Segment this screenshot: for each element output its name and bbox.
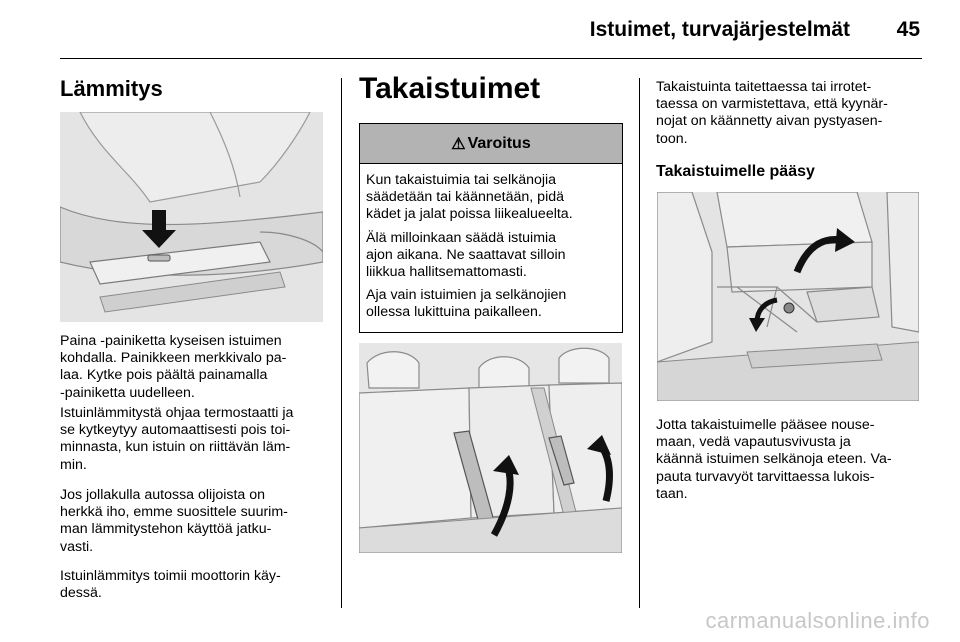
text-line: Jos jollakulla autossa olijoista on [60,487,266,503]
text-line: säädetään tai käännetään, pidä [366,189,565,206]
warning-box [359,123,623,333]
text-line: käännä istuimen selkänoja eteen. Va- [656,451,892,468]
takaistuin-intro-paragraph [656,79,941,148]
lammitys-paragraph-2 [60,405,335,474]
text-line: Paina -painiketta kyseisen istuimen [60,333,282,349]
lammitys-paragraph-3 [60,487,335,556]
lammitys-paragraph-1 [60,333,335,402]
text-line: kohdalla. Painikkeen merkkivalo pa- [60,350,287,367]
text-line: taessa on varmistettava, että kyynär- [656,96,888,113]
warning-triangle-icon: ⚠ [451,135,466,153]
takaistuimelle-paasy-paragraph [656,417,941,503]
text-line: Jotta takaistuimelle pääsee nouse- [656,417,875,433]
lammitys-paragraph-4 [60,568,335,602]
text-line: ajon aikana. Ne saattavat silloin [366,246,566,263]
warning-paragraph-3 [366,287,622,321]
seat-heating-illustration [60,112,323,322]
text-line: nojat on käännetty aivan pystyasen- [656,113,883,130]
rear-seats-illustration [359,343,622,553]
text-line: taan. [656,485,688,502]
text-line: liikkua hallitsemattomasti. [366,264,527,281]
text-line: se kytkeytyy automaattisesti pois toi- [60,422,291,439]
header-rule [60,58,922,59]
text-line: Aja vain istuimien ja selkänojien [366,287,567,304]
text-line: toon. [656,130,688,147]
subheading-takaistuimelle-paasy: Takaistuimelle pääsy [656,163,815,180]
text-line: ollessa lukittuina paikalleen. [366,304,542,321]
column-divider-2 [639,78,640,608]
page-number: 45 [896,18,920,41]
text-line: Kun takaistuimia tai selkänojia [366,172,557,188]
warning-paragraph-2 [366,230,622,282]
text-line: Istuinlämmitystä ohjaa termostaatti ja [60,405,294,421]
header-title: Istuimet, turvajärjestelmät [589,18,850,41]
text-line: Älä milloinkaan säädä istuimia [366,229,557,246]
text-line: min. [60,456,87,473]
text-line: maan, vedä vapautusvivusta ja [656,434,851,451]
text-line: Takaistuinta taitettaessa tai irrotet- [656,79,872,95]
text-line: pauta turvavyöt tarvittaessa lukois- [656,468,875,485]
watermark: carmanualsonline.info [705,608,930,633]
text-line: -painiketta uudelleen. [60,384,195,401]
warning-header [360,124,622,164]
warning-body [360,164,622,322]
column-divider-1 [341,78,342,608]
warning-title: Varoitus [467,134,531,152]
text-line: dessä. [60,585,102,602]
warning-paragraph-1 [366,172,622,224]
page-header [0,0,960,60]
text-line: kädet ja jalat poissa liikealueelta. [366,206,573,223]
seat-access-illustration [657,192,919,401]
text-line: Istuinlämmitys toimii moottorin käy- [60,568,281,584]
text-line: man lämmitystehon käyttöä jatku- [60,521,272,538]
text-line: vasti. [60,538,94,555]
heading-takaistuimet: Takaistuimet [359,72,541,105]
text-line: minnasta, kun istuin on riittävän läm- [60,439,291,456]
text-line: herkkä iho, emme suosittele suurim- [60,504,288,521]
heading-lammitys: Lämmitys [60,76,163,101]
text-line: laa. Kytke pois päältä painamalla [60,367,268,384]
